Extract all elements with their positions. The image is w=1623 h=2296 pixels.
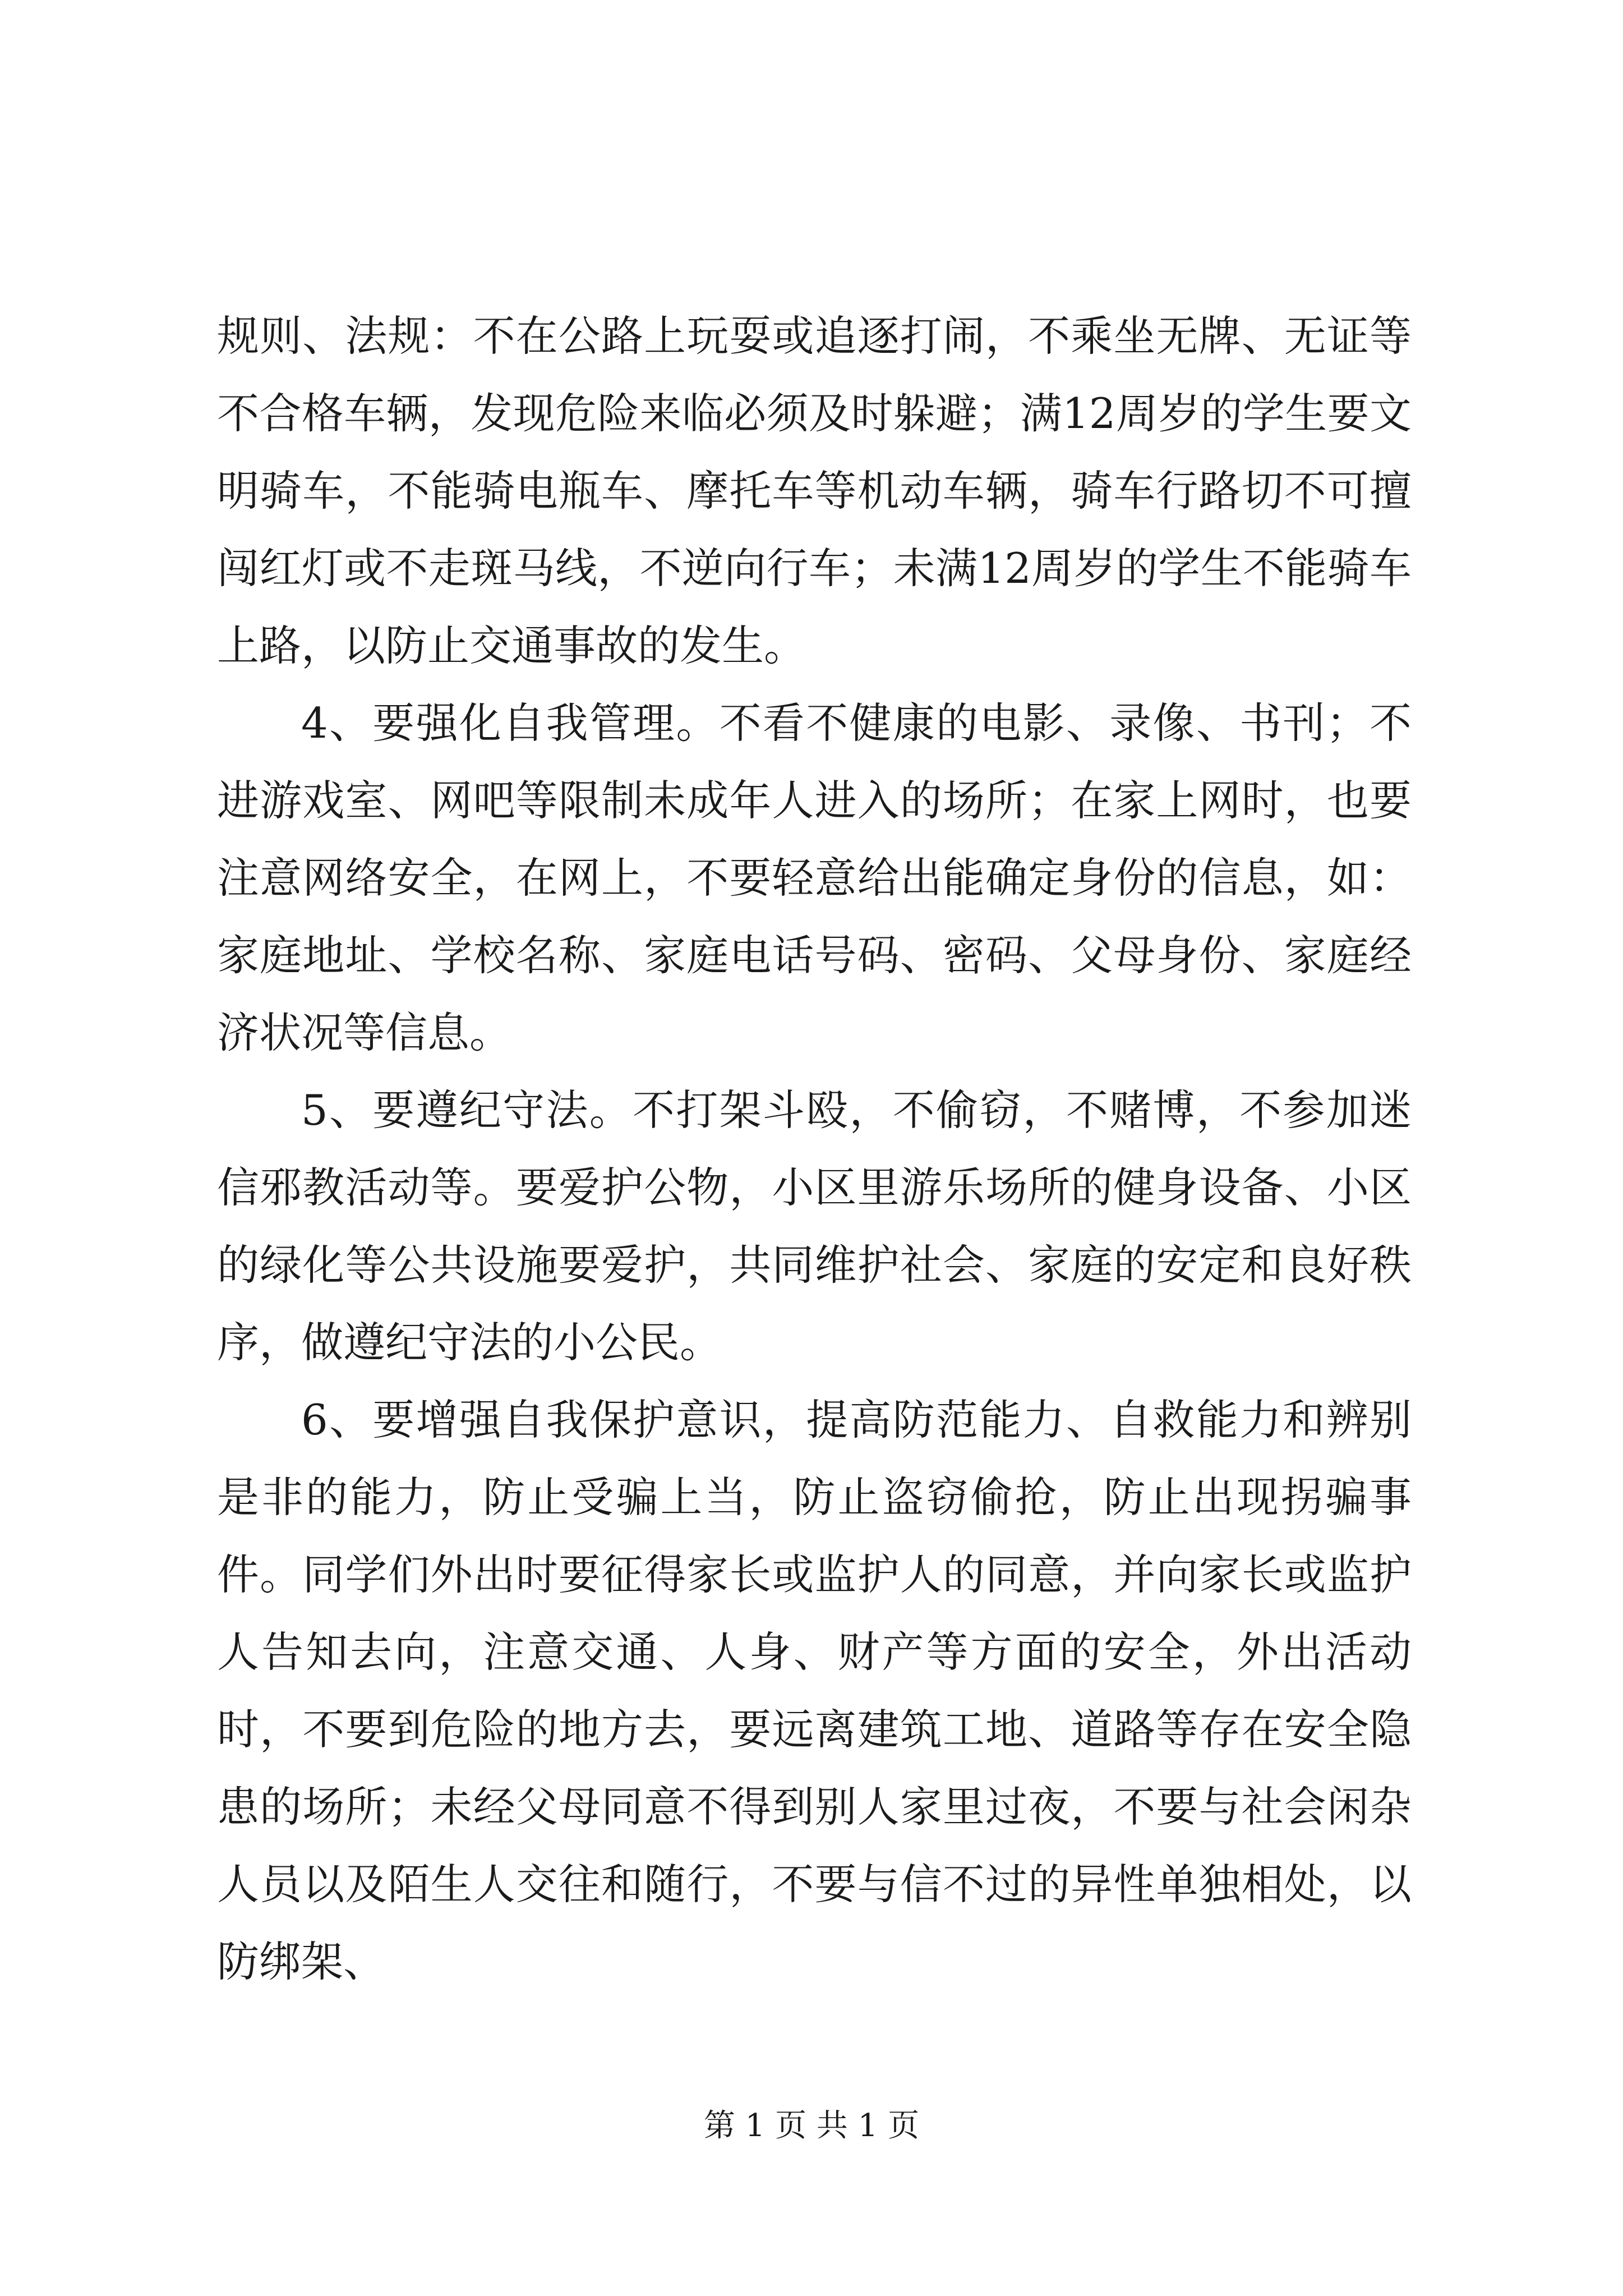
page-number-label: 第 1 页 共 1 页 xyxy=(703,2108,920,2144)
paragraph-law-abiding: 5、要遵纪守法。不打架斗殴，不偷窃，不赌博，不参加迷信邪教活动等。要爱护公物，小区里游乐场所的健身设备、小区的绿化等公共设施要爱护，共同维护社会、家庭的安定和良好秩序，做遵纪守法的小公民。 xyxy=(217,1085,1412,1367)
paragraph-traffic-rules: 规则、法规：不在公路上玩耍或追逐打闹，不乘坐无牌、无证等不合格车辆，发现危险来临必须及时躲避；满12周岁的学生要文明骑车，不能骑电瓶车、摩托车等机动车辆，骑车行路切不可擅闯红灯或不走斑马线，不逆向行车；未满12周岁的学生不能骑车上路，以防止交通事故的发生。 xyxy=(217,311,1412,670)
paragraph-self-protection: 6、要增强自我保护意识，提高防范能力、自救能力和辨别是非的能力，防止受骗上当，防止盗窃偷抢，防止出现拐骗事件。同学们外出时要征得家长或监护人的同意，并向家长或监护人告知去向，注意交通、人身、财产等方面的安全，外出活动时，不要到危险的地方去，要远离建筑工地、道路等存在安全隐患的场所；未经父母同意不得到别人家里过夜，不要与社会闲杂人员以及陌生人交往和随行，不要与信不过的异性单独相处，以防绑架、 xyxy=(217,1395,1412,1986)
page-footer xyxy=(0,2104,1623,2148)
paragraph-self-management: 4、要强化自我管理。不看不健康的电影、录像、书刊；不进游戏室、网吧等限制未成年人进入的场所；在家上网时，也要注意网络安全，在网上，不要轻意给出能确定身份的信息，如：家庭地址、学校名称、家庭电话号码、密码、父母身份、家庭经济状况等信息。 xyxy=(217,698,1412,1057)
document-body xyxy=(217,297,1412,2000)
